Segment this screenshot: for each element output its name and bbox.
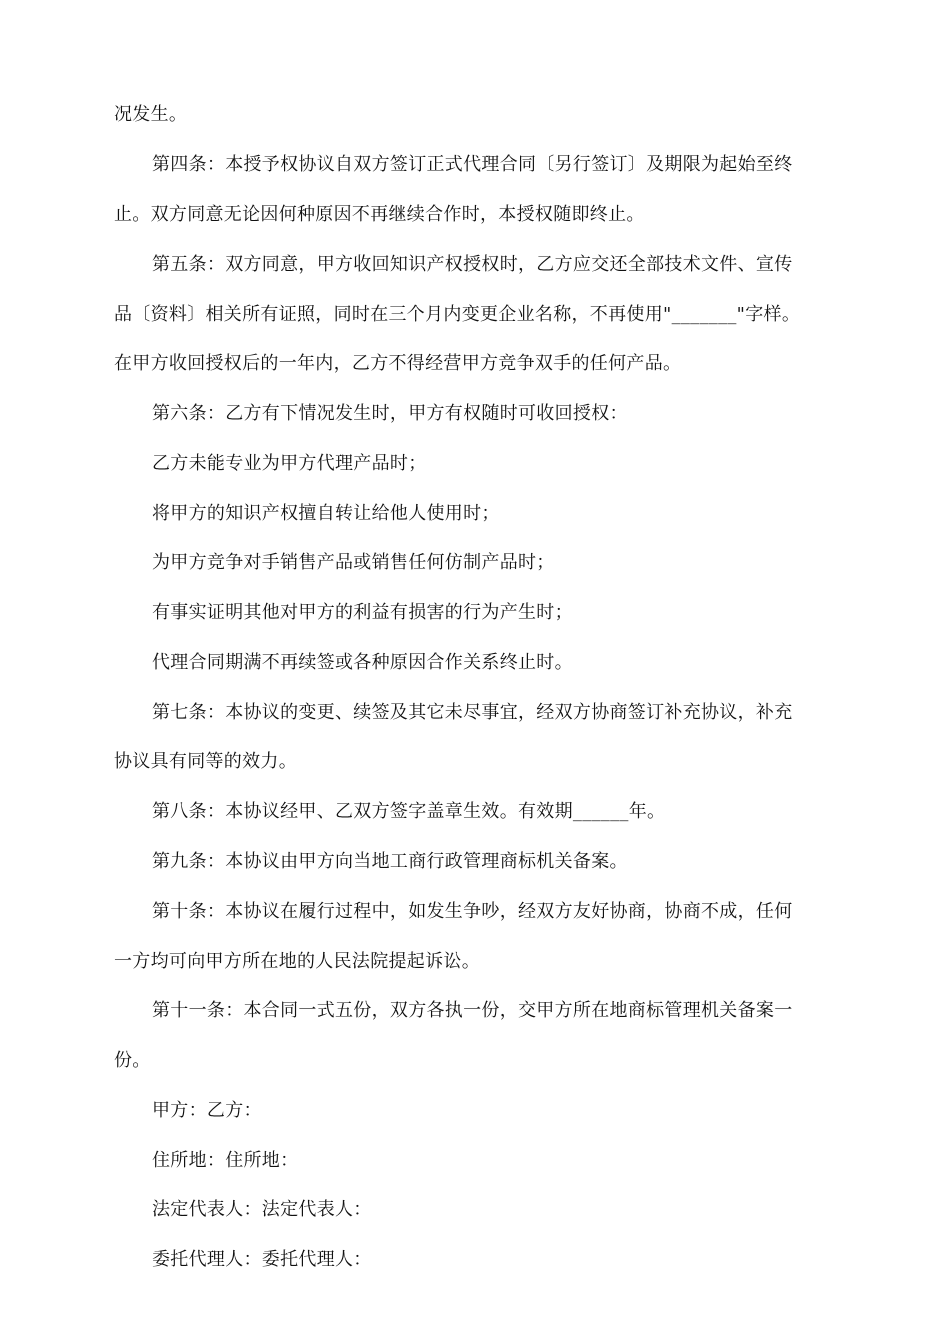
text-line: 况发生。 <box>114 104 188 125</box>
clause-9-line-1: 第九条：本协议由甲方向当地工商行政管理商标机关备案。 <box>152 851 628 872</box>
clause-11-line-1: 第十一条：本合同一式五份，双方各执一份，交甲方所在地商标管理机关备案一 <box>152 1000 793 1021</box>
clause-6-item-2: 将甲方的知识产权擅自转让给他人使用时； <box>152 503 500 524</box>
clause-6-item-3: 为甲方竞争对手销售产品或销售任何仿制产品时； <box>152 552 555 573</box>
signature-party: 甲方：乙方： <box>152 1100 262 1121</box>
clause-8-line-1: 第八条：本协议经甲、乙双方签字盖章生效。有效期______年。 <box>152 801 666 822</box>
clause-4-line-1: 第四条：本授予权协议自双方签订正式代理合同〔另行签订〕及期限为起始至终 <box>152 154 793 175</box>
clause-5-line-3: 在甲方收回授权后的一年内，乙方不得经营甲方竞争双手的任何产品。 <box>114 353 682 374</box>
clause-5-line-1: 第五条：双方同意，甲方收回知识产权授权时，乙方应交还全部技术文件、宣传 <box>152 254 793 275</box>
clause-10-line-2: 一方均可向甲方所在地的人民法院提起诉讼。 <box>114 951 480 972</box>
clause-5-line-2: 品〔资料〕相关所有证照，同时在三个月内变更企业名称，不再使用"_______"字样。 <box>114 304 801 325</box>
clause-6-item-5: 代理合同期满不再续签或各种原因合作关系终止时。 <box>152 652 573 673</box>
clause-10-line-1: 第十条：本协议在履行过程中，如发生争吵，经双方友好协商，协商不成，任何 <box>152 901 793 922</box>
clause-6-item-4: 有事实证明其他对甲方的利益有损害的行为产生时； <box>152 602 573 623</box>
clause-4-line-2: 止。双方同意无论因何种原因不再继续合作时，本授权随即终止。 <box>114 204 645 225</box>
clause-7-line-2: 协议具有同等的效力。 <box>114 751 297 772</box>
clause-6-line-1: 第六条：乙方有下情况发生时，甲方有权随时可收回授权： <box>152 403 628 424</box>
signature-address: 住所地：住所地： <box>152 1150 299 1171</box>
signature-legal-rep: 法定代表人：法定代表人： <box>152 1199 372 1220</box>
clause-11-line-2: 份。 <box>114 1050 151 1071</box>
signature-agent: 委托代理人：委托代理人： <box>152 1249 372 1270</box>
clause-6-item-1: 乙方未能专业为甲方代理产品时； <box>152 453 427 474</box>
clause-7-line-1: 第七条：本协议的变更、续签及其它未尽事宜，经双方协商签订补充协议，补充 <box>152 702 793 723</box>
